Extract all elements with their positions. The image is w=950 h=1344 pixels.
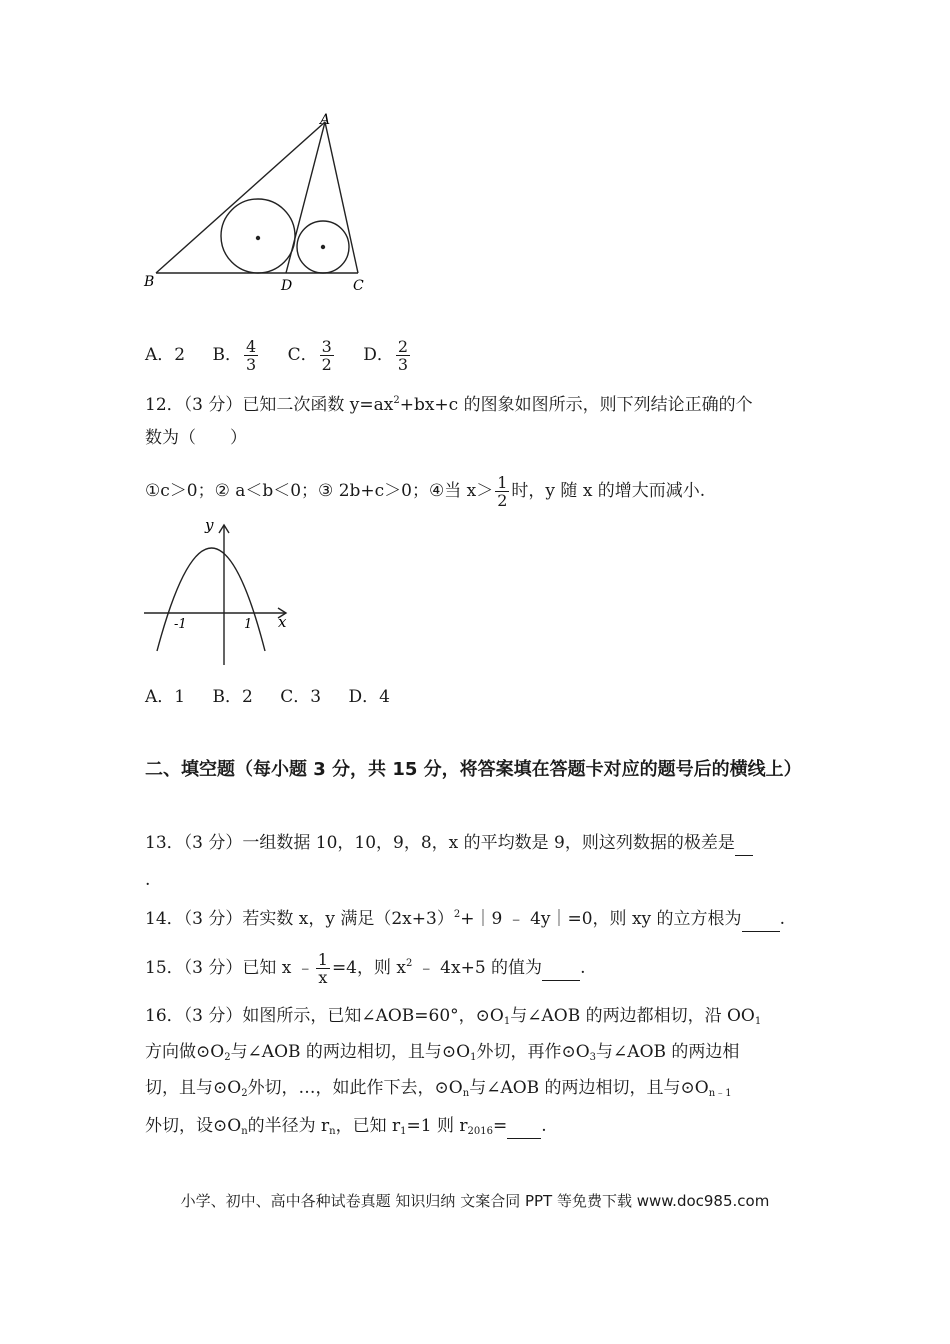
- q16-line1: 16．（3 分）如图所示，已知∠AOB=60°，$⊙O_1$与∠AOB 的两边都相切，沿 $OO_1$: [145, 1006, 762, 1027]
- large-circle-center: [256, 236, 260, 240]
- q15: 15．（3 分）已知 x ﹣ $\frac{1}{x}$ =4，则 $x^2$ ﹣ 4x+5 的值为 .: [145, 950, 586, 987]
- x-axis-label: x: [278, 613, 287, 631]
- q12-options: [145, 685, 412, 709]
- option-c: C．3: [280, 687, 322, 707]
- q16-line3: 切，且与$⊙O_2$外切，…，如此作下去，$⊙O_n$与∠AOB 的两边相切，且与$⊙O_{n﹣1}$: [145, 1078, 732, 1099]
- q12-line3: ①c＞0；② a＜b＜0；③ 2b+c＞0；④当 x＞ $\frac{1}{2}$ 时，y 随 x 的增大而减小.: [145, 473, 706, 510]
- q13-line1: 13．（3 分）一组数据 10，10，9，8，x 的平均数是 9，则这列数据的极差是: [145, 831, 753, 856]
- answer-blank: [735, 831, 753, 856]
- parabola-figure: [140, 515, 300, 670]
- tick-neg-one: -1: [174, 617, 187, 632]
- q16-line2: 方向做$⊙O_2$与∠AOB 的两边相切，且与$⊙O_1$外切，再作$⊙O_3$与∠AOB 的两边相: [145, 1042, 740, 1063]
- label-d: D: [281, 278, 293, 294]
- q11-options: [145, 338, 434, 373]
- label-c: C: [353, 278, 364, 294]
- q12-line2: 数为（ ）: [145, 428, 247, 448]
- option-d: D． $\frac{2}{3}$: [363, 337, 409, 374]
- option-d: D．4: [348, 687, 390, 707]
- small-circle-center: [321, 245, 325, 249]
- option-b: B． $\frac{4}{3}$: [212, 337, 257, 374]
- section-title: 二、填空题（每小题 3 分，共 15 分，将答案填在答题卡对应的题号后的横线上）: [145, 759, 802, 780]
- side-ab: [156, 122, 325, 273]
- option-a: A．2: [145, 345, 186, 365]
- label-a: A: [320, 112, 331, 128]
- q13-line2: .: [145, 870, 151, 890]
- tick-one: 1: [244, 617, 253, 632]
- y-axis-label: y: [205, 516, 214, 534]
- q12-line1: 12．（3 分）已知二次函数 $y=ax^2+bx+c$ 的图象如图所示，则下列结论正确的个: [145, 395, 753, 415]
- footer-link-text[interactable]: 小学、初中、高中各种试卷真题 知识归纳 文案合同 PPT 等免费下载 www.doc985.com: [180, 1192, 770, 1210]
- option-b: B．2: [212, 687, 253, 707]
- answer-blank: [507, 1114, 541, 1139]
- label-b: B: [144, 274, 155, 290]
- q14: 14．（3 分）若实数 x，y 满足$(2x+3)^2+|9$ ﹣ 4y｜=0，则 xy 的立方根为 .: [145, 903, 785, 932]
- triangle-circles-figure: [140, 110, 380, 300]
- side-ac: [325, 122, 358, 273]
- q16-line4: 外切，设$⊙O_n$的半径为 $r_n$，已知 $r_1=1$ 则 $r_{2016}=$ .: [145, 1116, 547, 1137]
- answer-blank: [542, 956, 580, 981]
- answer-blank: [742, 907, 780, 932]
- parabola-curve: [157, 548, 265, 651]
- option-a: A．1: [145, 687, 186, 707]
- option-c: C． $\frac{3}{2}$: [287, 337, 332, 374]
